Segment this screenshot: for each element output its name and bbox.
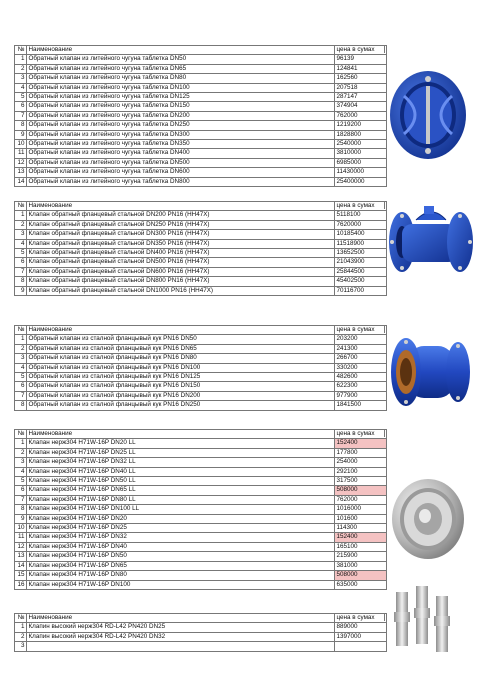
row-price: 21043900 bbox=[335, 258, 387, 267]
table-header-row bbox=[15, 326, 387, 335]
row-number: 13 bbox=[15, 168, 27, 177]
row-name: Клапан обратный фланцевый стальной DN300 PN16 (HH47X) bbox=[27, 230, 335, 239]
row-name: Обратный клапан из сталной фланцывый кук PN16 DN125 bbox=[27, 373, 335, 382]
row-name: Клапан обратный фланцевый стальной DN800 PN16 (HH47X) bbox=[27, 277, 335, 286]
row-price: 177800 bbox=[335, 448, 387, 457]
row-price: 11430000 bbox=[335, 168, 387, 177]
row-number: 13 bbox=[15, 552, 27, 561]
row-name: Обратный клапан из литейного чугуна таблетка DN350 bbox=[27, 140, 335, 149]
table-row bbox=[15, 505, 387, 514]
header-number: № bbox=[15, 46, 27, 55]
row-number: 14 bbox=[15, 561, 27, 570]
row-price: 889000 bbox=[335, 623, 387, 632]
row-price: 114300 bbox=[335, 524, 387, 533]
row-price: 1841500 bbox=[335, 401, 387, 410]
price-table bbox=[14, 325, 387, 411]
row-name: Обратный клапан из литейного чугуна таблетка DN100 bbox=[27, 83, 335, 92]
row-name: Клапан нерж304 H71W-16P DN50 bbox=[27, 552, 335, 561]
table-row bbox=[15, 211, 387, 220]
row-number: 7 bbox=[15, 111, 27, 120]
row-number: 6 bbox=[15, 486, 27, 495]
header-number: № bbox=[15, 430, 27, 439]
row-name: Обратный клапан из сталной фланцывый кук PN16 DN80 bbox=[27, 354, 335, 363]
table-row bbox=[15, 267, 387, 276]
row-price bbox=[335, 642, 387, 651]
table-row bbox=[15, 524, 387, 533]
table-row bbox=[15, 382, 387, 391]
table-row bbox=[15, 93, 387, 102]
row-name: Клапан нерж304 H71W-16P DN32 bbox=[27, 533, 335, 542]
row-number: 16 bbox=[15, 580, 27, 589]
row-name: Клапан нерж304 H71W-16P DN25 LL bbox=[27, 448, 335, 457]
row-price: 96139 bbox=[335, 55, 387, 64]
row-number: 3 bbox=[15, 458, 27, 467]
row-name: Обратный клапан из литейного чугуна таблетка DN125 bbox=[27, 93, 335, 102]
row-number: 9 bbox=[15, 514, 27, 523]
row-name: Обратный клапан из литейного чугуна таблетка DN65 bbox=[27, 64, 335, 73]
table-header-row bbox=[15, 202, 387, 211]
row-number: 4 bbox=[15, 239, 27, 248]
row-number: 14 bbox=[15, 177, 27, 186]
row-name: Клапан нерж304 H71W-16P DN20 bbox=[27, 514, 335, 523]
table-row bbox=[15, 111, 387, 120]
row-price: 3810000 bbox=[335, 149, 387, 158]
row-name: Обратный клапан из сталной фланцывый кук PN16 DN50 bbox=[27, 335, 335, 344]
row-price: 11518900 bbox=[335, 239, 387, 248]
table-row bbox=[15, 623, 387, 632]
table-row bbox=[15, 130, 387, 139]
row-name: Обратный клапан из сталной фланцывый кук PN16 DN200 bbox=[27, 391, 335, 400]
row-price-highlighted: 508000 bbox=[335, 571, 387, 580]
table-row bbox=[15, 542, 387, 551]
row-number: 8 bbox=[15, 121, 27, 130]
table-row bbox=[15, 344, 387, 353]
row-number: 2 bbox=[15, 344, 27, 353]
table-row bbox=[15, 230, 387, 239]
row-number: 3 bbox=[15, 74, 27, 83]
row-number: 5 bbox=[15, 477, 27, 486]
header-name: Наименование bbox=[27, 430, 335, 439]
header-price: цена в сумах bbox=[335, 46, 387, 55]
row-name: Обратный клапан из литейного чугуна таблетка DN50 bbox=[27, 55, 335, 64]
price-table-high-pressure bbox=[14, 613, 387, 652]
row-price: 317500 bbox=[335, 477, 387, 486]
table-header-row bbox=[15, 614, 387, 623]
row-number: 3 bbox=[15, 354, 27, 363]
table-row bbox=[15, 149, 387, 158]
header-price: цена в сумах bbox=[335, 430, 387, 439]
price-table-steel-axial bbox=[14, 325, 387, 411]
row-number: 2 bbox=[15, 632, 27, 641]
row-name: Клапан нерж304 H71W-16P DN50 LL bbox=[27, 477, 335, 486]
row-name: Обратный клапан из литейного чугуна таблетка DN200 bbox=[27, 111, 335, 120]
table-row bbox=[15, 258, 387, 267]
row-name: Обратный клапан из литейного чугуна таблетка DN80 bbox=[27, 74, 335, 83]
row-number: 8 bbox=[15, 505, 27, 514]
row-number: 11 bbox=[15, 533, 27, 542]
row-name: Обратный клапан из литейного чугуна таблетка DN400 bbox=[27, 149, 335, 158]
table-row bbox=[15, 632, 387, 641]
table-row bbox=[15, 140, 387, 149]
row-price: 977900 bbox=[335, 391, 387, 400]
table-row bbox=[15, 177, 387, 186]
table-row bbox=[15, 239, 387, 248]
cell-edge bbox=[384, 201, 385, 209]
row-number: 7 bbox=[15, 495, 27, 504]
row-number: 10 bbox=[15, 524, 27, 533]
row-number: 2 bbox=[15, 64, 27, 73]
row-name: Клапан нерж304 H71W-16P DN32 LL bbox=[27, 458, 335, 467]
row-number: 8 bbox=[15, 401, 27, 410]
table-row bbox=[15, 158, 387, 167]
table-row bbox=[15, 495, 387, 504]
compression-fitting-icon bbox=[388, 582, 458, 662]
row-price-highlighted: 508000 bbox=[335, 486, 387, 495]
header-price: цена в сумах bbox=[335, 202, 387, 211]
price-table bbox=[14, 429, 387, 590]
row-number: 6 bbox=[15, 382, 27, 391]
header-number: № bbox=[15, 614, 27, 623]
row-name: Обратный клапан из литейного чугуна таблетка DN500 bbox=[27, 158, 335, 167]
row-number: 4 bbox=[15, 363, 27, 372]
row-number: 7 bbox=[15, 391, 27, 400]
row-name: Обратный клапан из сталной фланцывый кук PN16 DN100 bbox=[27, 363, 335, 372]
row-name: Клапан нерж304 H71W-16P DN100 LL bbox=[27, 505, 335, 514]
row-price: 2540000 bbox=[335, 140, 387, 149]
row-price: 25400000 bbox=[335, 177, 387, 186]
table-row bbox=[15, 467, 387, 476]
row-name: Клапан нерж304 H71W-16P DN100 bbox=[27, 580, 335, 589]
table-row bbox=[15, 401, 387, 410]
row-price: 162560 bbox=[335, 74, 387, 83]
row-price: 45402500 bbox=[335, 277, 387, 286]
row-number: 6 bbox=[15, 258, 27, 267]
row-price: 6985000 bbox=[335, 158, 387, 167]
row-name: Клапан обратный фланцевый стальной DN350 PN16 (HH47X) bbox=[27, 239, 335, 248]
row-name: Обратный клапан из сталной фланцывый кук PN16 DN150 bbox=[27, 382, 335, 391]
table-row bbox=[15, 121, 387, 130]
row-name: Клапан нерж304 H71W-16P DN80 LL bbox=[27, 495, 335, 504]
row-number: 10 bbox=[15, 140, 27, 149]
header-name: Наименование bbox=[27, 202, 335, 211]
row-number: 5 bbox=[15, 373, 27, 382]
table-row bbox=[15, 74, 387, 83]
table-row bbox=[15, 83, 387, 92]
row-name: Клапан нерж304 H71W-16P DN40 bbox=[27, 542, 335, 551]
row-price: 1828800 bbox=[335, 130, 387, 139]
table-row bbox=[15, 580, 387, 589]
row-price: 1397000 bbox=[335, 632, 387, 641]
wafer-check-valve-icon bbox=[386, 66, 470, 164]
row-price: 13652500 bbox=[335, 249, 387, 258]
row-price: 254000 bbox=[335, 458, 387, 467]
stainless-wafer-valve-icon bbox=[388, 474, 468, 564]
header-name: Наименование bbox=[27, 614, 335, 623]
row-number: 3 bbox=[15, 230, 27, 239]
table-row bbox=[15, 168, 387, 177]
row-number: 1 bbox=[15, 439, 27, 448]
table-row bbox=[15, 448, 387, 457]
row-number: 2 bbox=[15, 448, 27, 457]
row-price: 203200 bbox=[335, 335, 387, 344]
row-price: 266700 bbox=[335, 354, 387, 363]
row-number: 6 bbox=[15, 102, 27, 111]
row-price: 635000 bbox=[335, 580, 387, 589]
row-number: 1 bbox=[15, 335, 27, 344]
row-name: Клапан обратный фланцевый стальной DN200 PN16 (HH47X) bbox=[27, 211, 335, 220]
row-number: 11 bbox=[15, 149, 27, 158]
row-number: 12 bbox=[15, 542, 27, 551]
price-table-stainless bbox=[14, 429, 387, 590]
table-row bbox=[15, 102, 387, 111]
price-table bbox=[14, 45, 387, 187]
row-number: 2 bbox=[15, 220, 27, 229]
table-row bbox=[15, 354, 387, 363]
row-price: 5118100 bbox=[335, 211, 387, 220]
table-row bbox=[15, 486, 387, 495]
row-price: 165100 bbox=[335, 542, 387, 551]
row-name: Клапан нерж304 H71W-16P DN25 bbox=[27, 524, 335, 533]
row-price: 292100 bbox=[335, 467, 387, 476]
row-name: Обратный клапан из сталной фланцывый кук PN16 DN65 bbox=[27, 344, 335, 353]
table-row bbox=[15, 561, 387, 570]
row-name: Клапан обратный фланцевый стальной DN600 PN16 (HH47X) bbox=[27, 267, 335, 276]
row-price: 374904 bbox=[335, 102, 387, 111]
table-row bbox=[15, 363, 387, 372]
table-row bbox=[15, 458, 387, 467]
row-name bbox=[27, 642, 335, 651]
flanged-check-valve-icon bbox=[386, 198, 478, 280]
row-price: 215900 bbox=[335, 552, 387, 561]
row-price: 1016000 bbox=[335, 505, 387, 514]
cell-edge bbox=[384, 429, 385, 437]
row-price: 101600 bbox=[335, 514, 387, 523]
table-row bbox=[15, 439, 387, 448]
table-row bbox=[15, 55, 387, 64]
header-price: цена в сумах bbox=[335, 614, 387, 623]
row-number: 9 bbox=[15, 130, 27, 139]
row-name: Клапин высокий нерж304 RD-L42 PN420 DN32 bbox=[27, 632, 335, 641]
row-name: Обратный клапан из литейного чугуна таблетка DN800 bbox=[27, 177, 335, 186]
row-name: Обратный клапан из литейного чугуна таблетка DN600 bbox=[27, 168, 335, 177]
row-number: 1 bbox=[15, 623, 27, 632]
cell-edge bbox=[384, 613, 385, 621]
row-number: 4 bbox=[15, 467, 27, 476]
row-price: 330200 bbox=[335, 363, 387, 372]
row-name: Клапан нерж304 H71W-16P DN65 LL bbox=[27, 486, 335, 495]
row-number: 5 bbox=[15, 249, 27, 258]
row-price: 287147 bbox=[335, 93, 387, 102]
row-number: 15 bbox=[15, 571, 27, 580]
row-name: Клапан нерж304 H71W-16P DN80 bbox=[27, 571, 335, 580]
row-price: 10185400 bbox=[335, 230, 387, 239]
price-table bbox=[14, 201, 387, 296]
header-number: № bbox=[15, 326, 27, 335]
row-number: 5 bbox=[15, 93, 27, 102]
table-row bbox=[15, 277, 387, 286]
table-row bbox=[15, 249, 387, 258]
table-row bbox=[15, 64, 387, 73]
price-table-cast-iron-wafer bbox=[14, 45, 387, 187]
row-price: 381000 bbox=[335, 561, 387, 570]
row-price: 241300 bbox=[335, 344, 387, 353]
row-number: 7 bbox=[15, 267, 27, 276]
row-name: Клапан нерж304 H71W-16P DN65 bbox=[27, 561, 335, 570]
price-table bbox=[14, 613, 387, 652]
table-row bbox=[15, 286, 387, 295]
cell-edge bbox=[384, 45, 385, 53]
row-number: 12 bbox=[15, 158, 27, 167]
table-row bbox=[15, 391, 387, 400]
row-number: 1 bbox=[15, 211, 27, 220]
table-row bbox=[15, 477, 387, 486]
header-name: Наименование bbox=[27, 326, 335, 335]
row-name: Клапан нерж304 H71W-16P DN20 LL bbox=[27, 439, 335, 448]
row-price-highlighted: 152400 bbox=[335, 439, 387, 448]
header-name: Наименование bbox=[27, 46, 335, 55]
row-name: Обратный клапан из литейного чугуна таблетка DN300 bbox=[27, 130, 335, 139]
row-price: 124841 bbox=[335, 64, 387, 73]
row-price: 762000 bbox=[335, 111, 387, 120]
header-price: цена в сумах bbox=[335, 326, 387, 335]
row-number: 1 bbox=[15, 55, 27, 64]
row-name: Клапан обратный фланцевый стальной DN1000 PN16 (HH47X) bbox=[27, 286, 335, 295]
row-number: 9 bbox=[15, 286, 27, 295]
row-price-highlighted: 152400 bbox=[335, 533, 387, 542]
table-row bbox=[15, 552, 387, 561]
row-name: Обратный клапан из сталной фланцывый кук PN16 DN250 bbox=[27, 401, 335, 410]
row-price: 622300 bbox=[335, 382, 387, 391]
axial-check-valve-icon bbox=[386, 332, 472, 412]
header-number: № bbox=[15, 202, 27, 211]
row-name: Обратный клапан из литейного чугуна таблетка DN150 bbox=[27, 102, 335, 111]
row-price: 25844500 bbox=[335, 267, 387, 276]
table-header-row bbox=[15, 46, 387, 55]
table-row bbox=[15, 533, 387, 542]
row-name: Клапан обратный фланцевый стальной DN400 PN16 (HH47X) bbox=[27, 249, 335, 258]
row-name: Клапан обратный фланцевый стальной DN500 PN16 (HH47X) bbox=[27, 258, 335, 267]
row-number: 8 bbox=[15, 277, 27, 286]
row-price: 482600 bbox=[335, 373, 387, 382]
row-name: Обратный клапан из литейного чугуна таблетка DN250 bbox=[27, 121, 335, 130]
row-price: 762000 bbox=[335, 495, 387, 504]
row-price: 70116700 bbox=[335, 286, 387, 295]
row-price: 7620000 bbox=[335, 220, 387, 229]
row-number: 3 bbox=[15, 642, 27, 651]
table-header-row bbox=[15, 430, 387, 439]
cell-edge bbox=[384, 325, 385, 333]
row-price: 1219200 bbox=[335, 121, 387, 130]
table-row bbox=[15, 514, 387, 523]
row-price: 207518 bbox=[335, 83, 387, 92]
table-row bbox=[15, 220, 387, 229]
table-row bbox=[15, 571, 387, 580]
row-name: Клапан нерж304 H71W-16P DN40 LL bbox=[27, 467, 335, 476]
table-row bbox=[15, 335, 387, 344]
price-table-flanged-steel bbox=[14, 201, 387, 296]
row-number: 4 bbox=[15, 83, 27, 92]
table-row bbox=[15, 642, 387, 651]
row-name: Клапин высокий нерж304 RD-L42 PN420 DN25 bbox=[27, 623, 335, 632]
row-name: Клапан обратный фланцевый стальной DN250 PN16 (HH47X) bbox=[27, 220, 335, 229]
table-row bbox=[15, 373, 387, 382]
